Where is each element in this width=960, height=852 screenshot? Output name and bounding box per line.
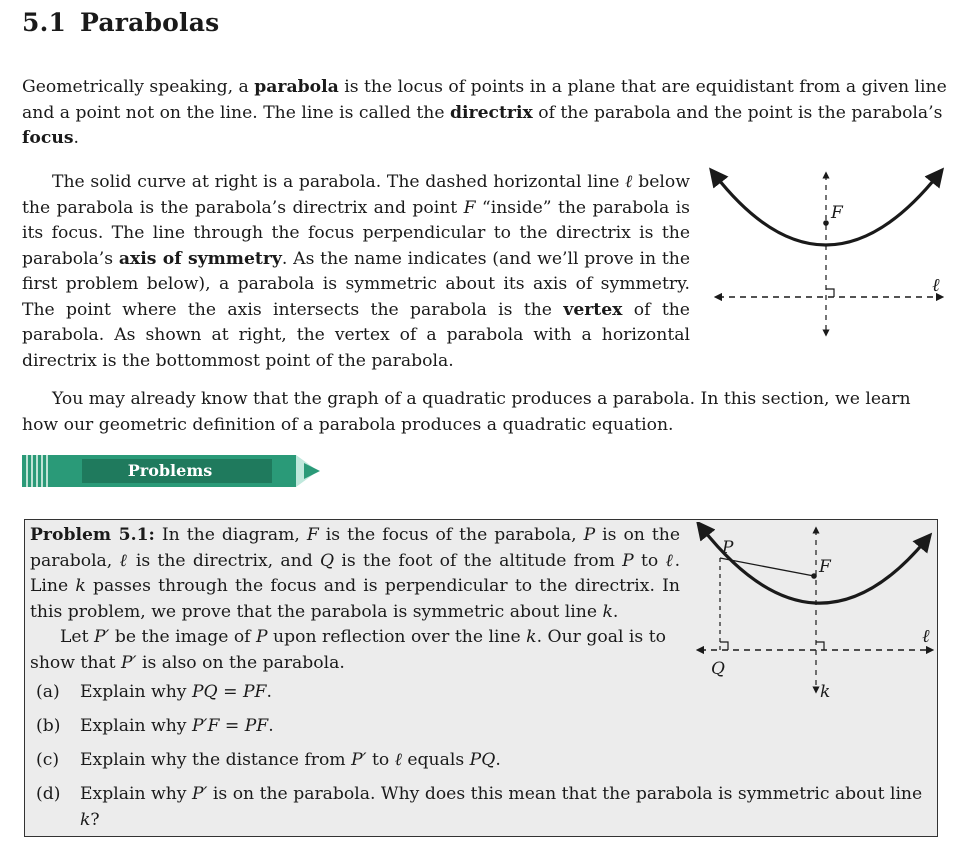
transition-paragraph: You may already know that the graph of a quadratic produces a parabola. In this section, we learn how our geometric definition of a parabola produces a quadratic equation.	[22, 389, 911, 435]
description-paragraph: The solid curve at right is a parabola. The dashed horizontal line ℓ below the parabola is the parabola’s directrix and point F “inside” the parabola is its focus. The line through the focus perpendicular to the directrix is the parabola’s axis of symmetry. As the name indicates (and we’ll prove in the first problem below), a parabola is symmetric about its axis of symmetry. The point where the axis intersects the parabola is the vertex of the parabola. As shown at right, the vertex of a parabola with a horizontal directrix is the bottommost point of the parabola.	[22, 172, 690, 371]
part-a: (a) Explain why PQ = PF.	[36, 682, 272, 702]
segment-pf	[720, 558, 814, 576]
right-angle-mark-q	[720, 642, 728, 650]
term-directrix: directrix	[449, 102, 533, 123]
problem-parts	[36, 680, 936, 842]
part-c: (c) Explain why the distance from P′ to ℓ equals PQ.	[36, 750, 501, 770]
term-focus: focus	[22, 128, 74, 148]
directrix-label: ℓ	[932, 275, 940, 296]
part-d: (d) Explain why P′ is on the parabola. Why does this mean that the parabola is symmetric about line k?	[36, 784, 923, 830]
part-b: (b) Explain why P′F = PF.	[36, 716, 274, 736]
problem-statement: Problem 5.1: In the diagram, F is the focus of the parabola, P is on the parabola, ℓ is the directrix, and Q is the foot of the altitude from P to ℓ. Line k passes through the focus and is perpendicular to the directrix. In this problem, we prove that the parabola is symmetric about line k.	[30, 525, 681, 622]
term-vertex: vertex	[563, 299, 623, 320]
section-number: 5.1	[22, 8, 67, 37]
focus-label-2: F	[819, 557, 831, 577]
intro-paragraph: Geometrically speaking, a parabola is the locus of points in a plane that are equidistant from a given line and a point not on the line. The line is called the directrix of the parabola and the point is the parabola’s focus.	[22, 77, 947, 148]
right-angle-mark	[826, 289, 834, 297]
term-parabola: parabola	[254, 77, 339, 97]
directrix-label-2: ℓ	[922, 626, 930, 647]
problem-heading: Problem 5.1:	[30, 525, 155, 545]
parabola-curve-2	[702, 528, 926, 603]
line-k-label: k	[820, 682, 831, 702]
point-p-label: P	[722, 538, 734, 558]
focus-point-2	[811, 573, 817, 579]
right-angle-mark-k	[816, 642, 824, 650]
reflection-figure	[690, 522, 936, 704]
problem-goal: Let P′ be the image of P upon reflection over the line k. Our goal is to show that P′ is also on the parabola.	[30, 627, 666, 673]
point-q-label: Q	[711, 659, 725, 679]
focus-label: F	[831, 203, 843, 223]
section-heading	[22, 8, 219, 37]
parabola-figure	[700, 165, 950, 345]
term-axis-of-symmetry: axis of symmetry	[118, 248, 282, 269]
section-title: Parabolas	[80, 8, 220, 37]
problems-banner-label: Problems	[127, 461, 213, 480]
focus-point	[823, 220, 829, 226]
